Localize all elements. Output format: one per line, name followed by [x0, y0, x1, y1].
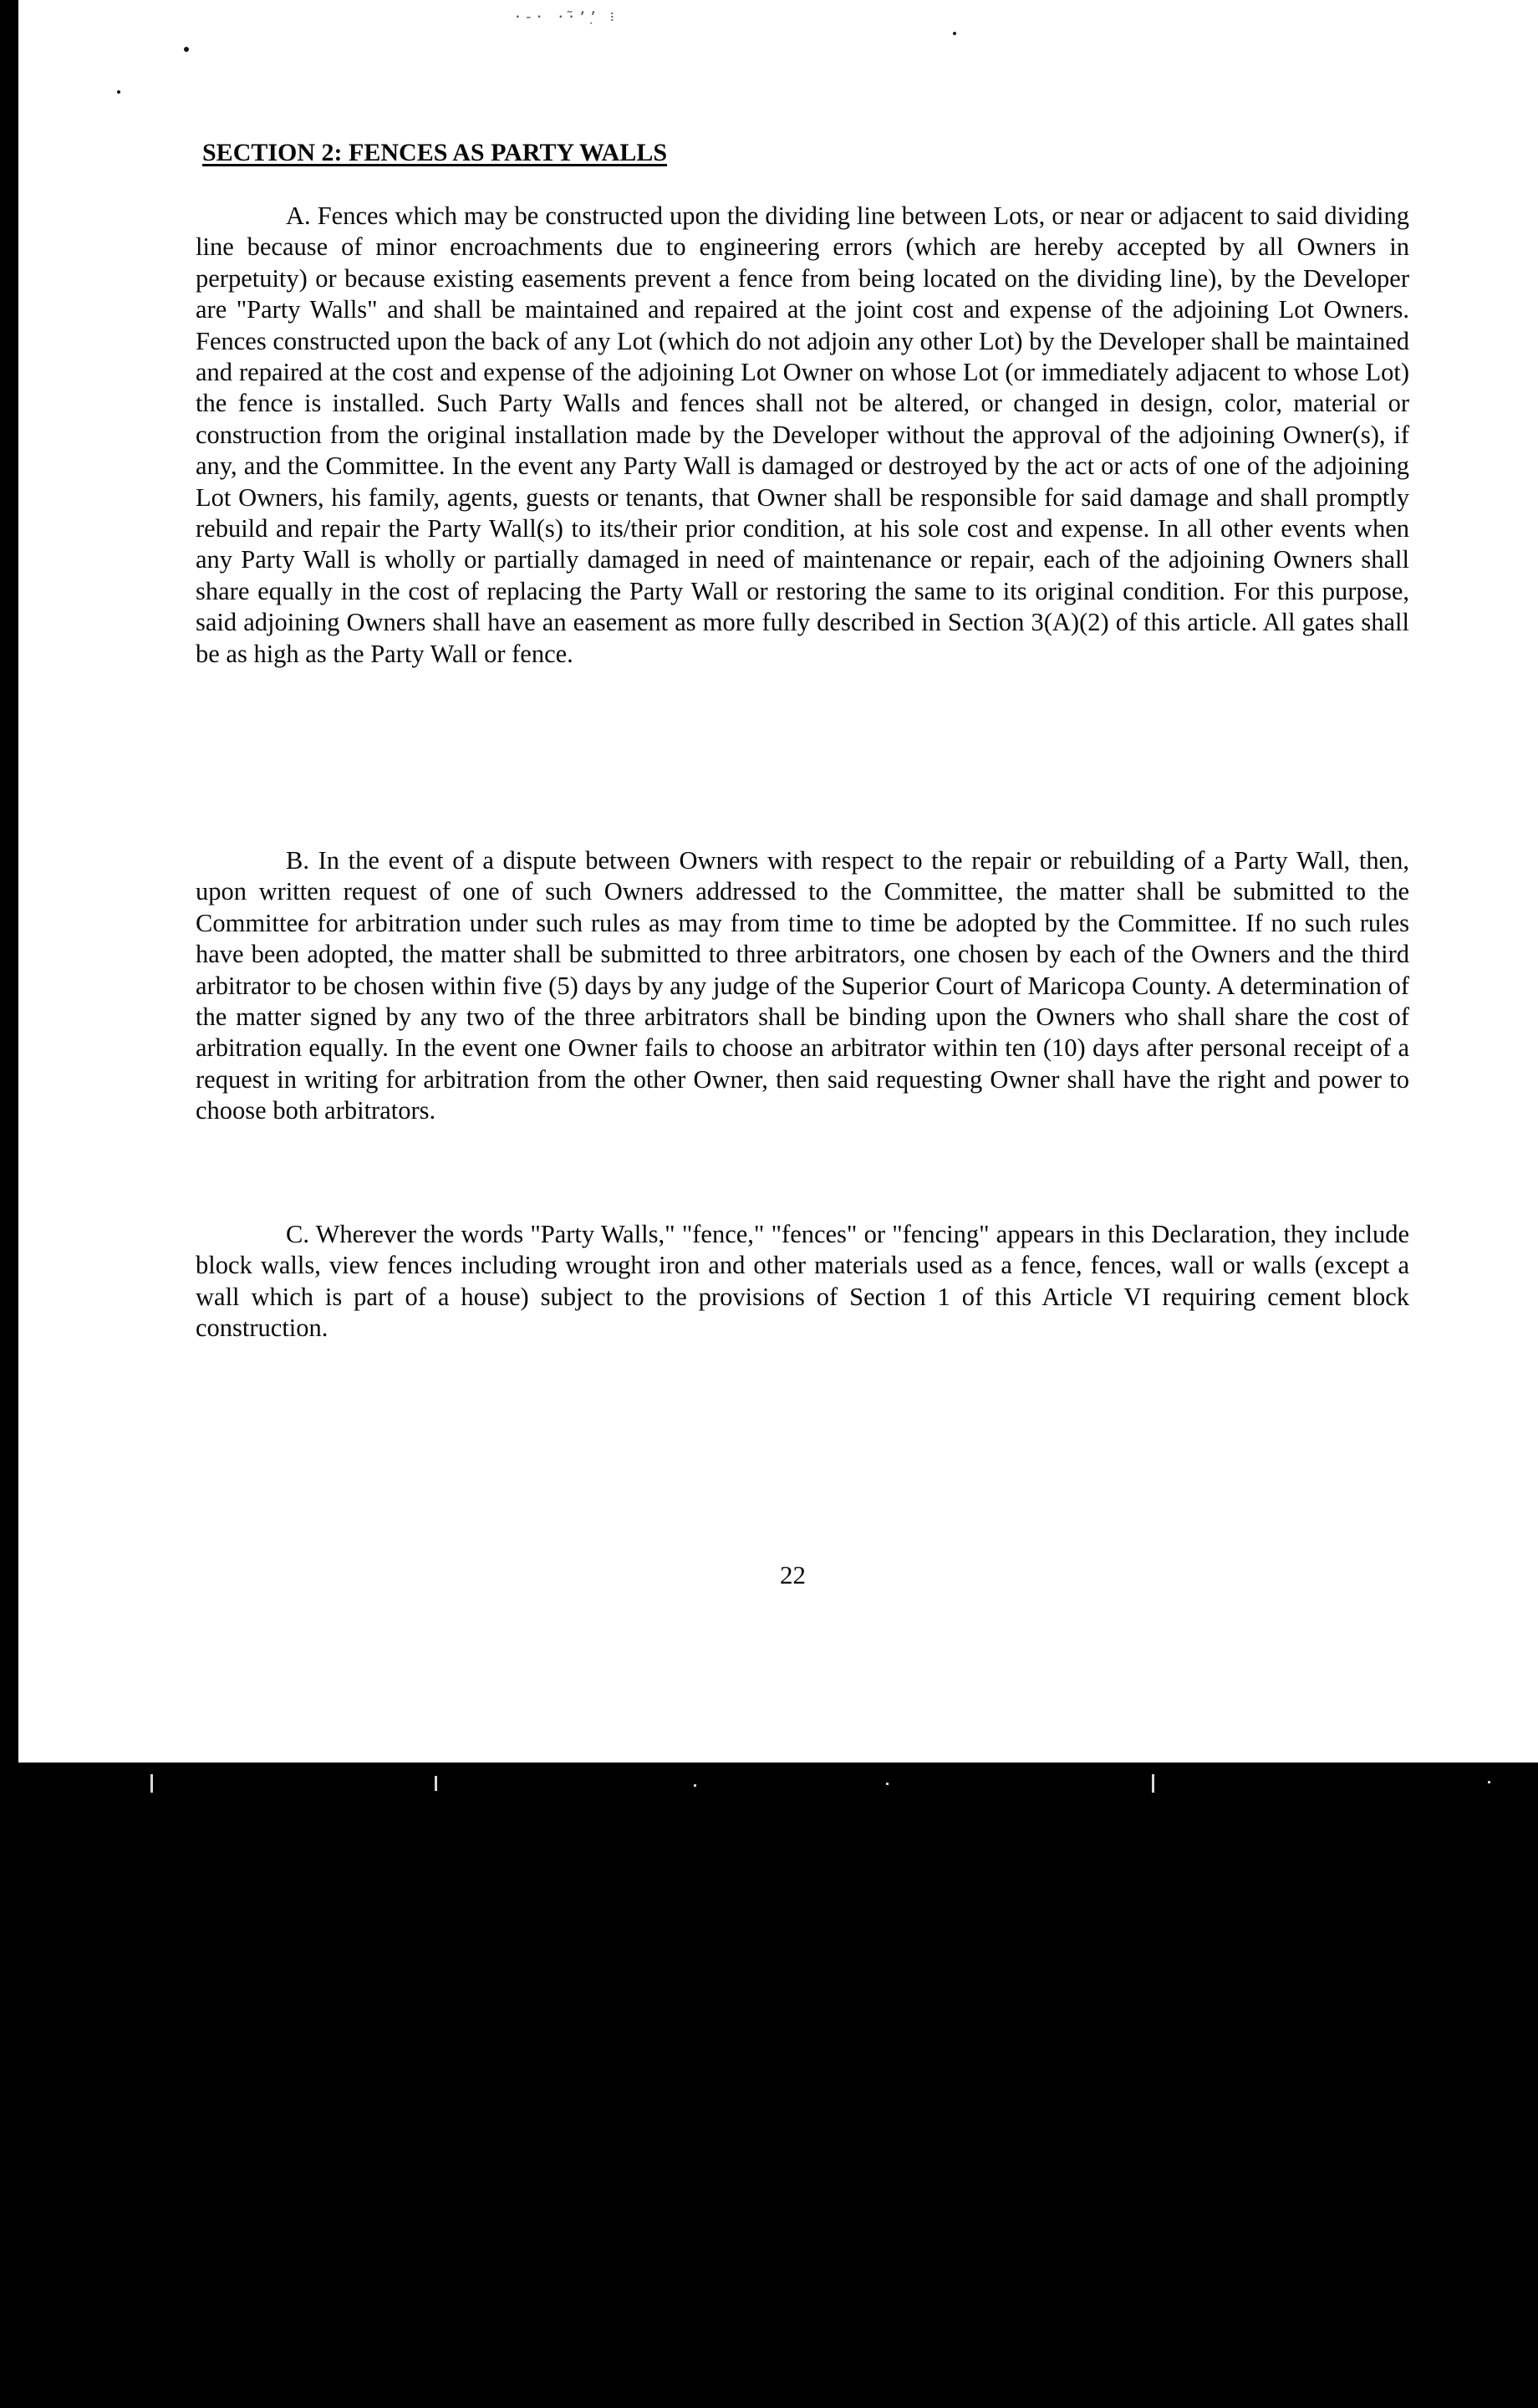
scan-header-marks: ·-· ·̃·ʼ̣ʼ ⁝: [513, 9, 617, 25]
scan-speck: [117, 90, 120, 94]
paragraph-b: B. In the event of a dispute between Owners with respect to the repair or rebuilding of a Party Wall, then, upon written request of one of such Owners addressed to the Committee, the matter shall be submitted to the Committee for arbitration under such rules as may from time to time be adopted by the Committee. If no such rules have been adopted, the matter shall be submitted to three arbitrators, one chosen by each of the Owners and the third arbitrator to be chosen within five (5) days by any judge of the Superior Court of Maricopa County. A determination of the matter signed by any two of the three arbitrators shall be binding upon the Owners who shall share the cost of arbitration equally. In the event one Owner fails to choose an arbitrator within ten (10) days after personal receipt of a request in writing for arbitration from the other Owner, then said requesting Owner shall have the right and power to choose both arbitrators.: [196, 846, 1409, 1125]
scan-speck: [184, 47, 189, 52]
scan-artifact: [694, 1784, 696, 1787]
scan-artifact: [1488, 1781, 1490, 1783]
page-number: 22: [780, 1560, 806, 1589]
scan-artifact: [886, 1783, 889, 1785]
paragraph-c: C. Wherever the words "Party Walls," "fence," "fences" or "fencing" appears in this Declaration, they include block walls, view fences including wrought iron and other materials used as a fence, fences, wall or walls (except a wall which is part of a house) subject to the provisions of Section 1 of this Article VI requiring cement block construction.: [196, 1220, 1409, 1343]
scan-bottom-border: [0, 1763, 1538, 2408]
scan-speck: [953, 32, 956, 35]
paragraph-a: A. Fences which may be constructed upon the dividing line between Lots, or near or adjacent to said dividing line because of minor encroachments due to engineering errors (which are hereby accepted by all Owners in perpetuity) or because existing easements prevent a fence from being located on the dividing line), by the Developer are "Party Walls" and shall be maintained and repaired at the joint cost and expense of the adjoining Lot Owners. Fences constructed upon the back of any Lot (which do not adjoin any other Lot) by the Developer shall be maintained and repaired at the cost and expense of the adjoining Lot Owner on whose Lot (or immediately adjacent to whose Lot) the fence is installed. Such Party Walls and fences shall not be altered, or changed in design, color, material or construction from the original installation made by the Developer without the approval of the adjoining Owner(s), if any, and the Committee. In the event any Party Wall is damaged or destroyed by the act or acts of one of the adjoining Lot Owners, his family, agents, guests or tenants, that Owner shall be responsible for said damage and shall promptly rebuild and repair the Party Wall(s) to its/their prior condition, at his sole cost and expense. In all other events when any Party Wall is wholly or partially damaged in need of maintenance or repair, each of the adjoining Owners shall share equally in the cost of replacing the Party Wall or restoring the same to its original condition. For this purpose, said adjoining Owners shall have an easement as more fully described in Section 3(A)(2) of this article. All gates shall be as high as the Party Wall or fence.: [196, 202, 1409, 668]
scan-artifact: [435, 1776, 437, 1791]
section-heading: SECTION 2: FENCES AS PARTY WALLS: [202, 139, 668, 166]
scan-artifact: [1152, 1774, 1154, 1793]
scan-artifact: [150, 1774, 153, 1793]
scan-left-border: [0, 0, 18, 1763]
